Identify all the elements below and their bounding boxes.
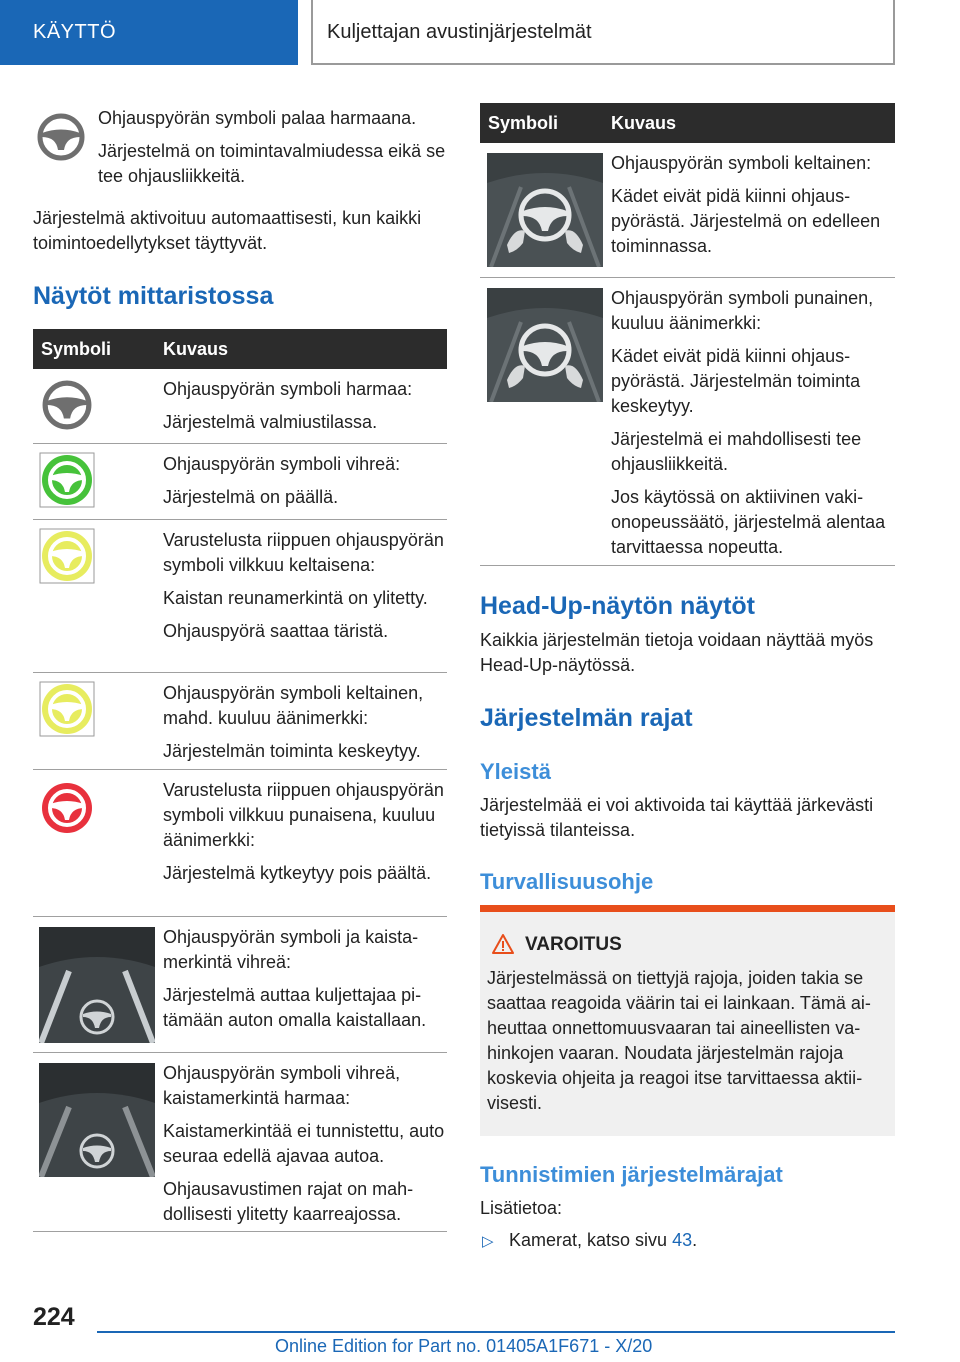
table-row — [480, 143, 895, 278]
table-header — [33, 329, 447, 369]
row-text: Ohjausavustimen rajat on mahdollisesti ylitetty kaarreajossa. — [163, 1179, 414, 1224]
row-text: Järjestelmän toiminta keskeytyy. — [163, 741, 421, 761]
sensors-more: Lisätietoa: — [480, 1198, 563, 1218]
header-symbol: Symboli — [41, 339, 112, 359]
bullet-icon: ▷ — [482, 1233, 494, 1250]
footer-rule — [97, 1331, 895, 1333]
page-link[interactable]: 43 — [672, 1230, 693, 1250]
header-symbol: Symboli — [488, 113, 559, 133]
intro-paragraph: Järjestelmä aktivoituu automaattisesti, kun kaikki toimintoedellytykset täyttyvät. — [33, 208, 422, 253]
table-row — [33, 520, 447, 673]
row-text: Ohjauspyörän symboli harmaa: — [163, 379, 413, 399]
row-text: Ohjauspyörän symboli vihreä: — [163, 454, 401, 474]
lane-display-green-icon — [39, 927, 155, 1043]
row-text: Varustelusta riippuen ohjauspyörän symboli vilkkuu keltaisena: — [163, 530, 444, 575]
table-row — [33, 1053, 447, 1232]
steering-wheel-yellow-icon — [39, 681, 95, 737]
warning-text: Järjestelmässä on tiettyjä rajoja, joiden takia se saattaa reagoida väärin tai ei lainkaan. Tämä aiheuttaa onnettomuusvaaran tai aineellisten vahinkojen vaaran. Noudata järjestelmän rajoja koskevia ohjeita ja reagoi itse tarvittaessa aktiivisesti. — [487, 968, 871, 1113]
header-description: Kuvaus — [163, 339, 229, 359]
row-text: Järjestelmä ei mahdollisesti tee ohjausliikkeitä. — [611, 429, 862, 474]
section-title: Näytöt mittaristossa — [33, 282, 274, 310]
row-text: Varustelusta riippuen ohjauspyörän symboli vilkkuu punaisena, kuuluu äänimerkki: — [163, 780, 444, 850]
general-text: Järjestelmää ei voi aktivoida tai käyttää järkevästi tietyissä tilanteissa. — [480, 795, 874, 840]
row-text: Ohjauspyörän symboli keltainen, mahd. kuuluu äänimerkki: — [163, 683, 424, 728]
steering-wheel-green-icon — [39, 452, 95, 508]
bullet-text: Kamerat, katso sivu — [509, 1230, 668, 1250]
row-text: Kädet eivät pidä kiinni ohjauspyörästä. Järjestelmän toiminta keskeytyy. — [611, 346, 861, 416]
bullet-end: . — [692, 1230, 698, 1250]
warning-box — [480, 912, 895, 1136]
warning-triangle-icon — [491, 933, 515, 955]
row-text: Kaistamerkintää ei tunnistettu, auto seuraa edellä ajavaa autoa. — [163, 1121, 445, 1166]
hands-off-yellow-icon — [487, 153, 603, 267]
warning-label: VAROITUS — [525, 934, 622, 955]
table-row — [33, 917, 447, 1053]
page-number: 224 — [33, 1303, 75, 1331]
hud-text: Kaikkia järjestelmän tietoja voidaan näyttää myös Head-Up-näytössä. — [480, 630, 874, 675]
table-row — [33, 444, 447, 520]
row-text: Ohjauspyörän symboli keltainen: — [611, 153, 872, 173]
table-row — [33, 673, 447, 770]
table-row — [480, 278, 895, 566]
hands-off-red-icon — [487, 288, 603, 402]
lane-display-grey-icon — [39, 1063, 155, 1177]
table-header — [480, 103, 895, 143]
warning-bar — [480, 905, 895, 912]
chapter-title: Kuljettajan avustinjärjestelmät — [311, 0, 895, 65]
steering-wheel-grey-icon — [36, 112, 86, 162]
steering-wheel-yellow-icon — [39, 528, 95, 584]
row-text: Järjestelmä kytkeytyy pois päältä. — [163, 863, 432, 883]
footer-text: Online Edition for Part no. 01405A1F671 - X/20 — [275, 1336, 653, 1356]
intro-line: Ohjauspyörän symboli palaa harmaana. — [98, 108, 417, 128]
steering-wheel-red-icon — [39, 780, 95, 836]
intro-line: Järjestelmä on toimintavalmiudessa eikä se tee ohjausliikkeitä. — [98, 141, 446, 186]
row-text: Jos käytössä on aktiivinen vakionopeussäätö, järjestelmä alentaa tarvittaessa nopeutta. — [611, 487, 886, 557]
row-text: Ohjauspyörän symboli ja kaistamerkintä vihreä: — [163, 927, 419, 972]
safety-title: Turvallisuusohje — [480, 869, 654, 894]
general-title: Yleistä — [480, 759, 551, 784]
row-text: Ohjauspyörä saattaa täristä. — [163, 621, 389, 641]
row-text: Kaistan reunamerkintä on ylitetty. — [163, 588, 428, 608]
row-text: Järjestelmä valmiustilassa. — [163, 412, 378, 432]
hud-title: Head-Up-näytön näytöt — [480, 592, 755, 620]
table-row — [33, 369, 447, 444]
section-tab: KÄYTTÖ — [0, 0, 298, 65]
row-text: Ohjauspyörän symboli vihreä, kaistamerkintä harmaa: — [163, 1063, 401, 1108]
sensors-bullet — [509, 1228, 697, 1253]
row-text: Järjestelmä on päällä. — [163, 487, 339, 507]
steering-wheel-grey-icon — [41, 379, 93, 431]
table-row — [33, 770, 447, 917]
sensors-title: Tunnistimien järjestelmärajat — [480, 1162, 783, 1187]
row-text: Järjestelmä auttaa kuljettajaa pitämään auton omalla kaistallaan. — [163, 985, 427, 1030]
row-text: Kädet eivät pidä kiinni ohjauspyörästä. Järjestelmä on edelleen toiminnassa. — [611, 186, 881, 256]
limits-title: Järjestelmän rajat — [480, 704, 693, 732]
header-description: Kuvaus — [611, 113, 677, 133]
intro-text — [98, 106, 448, 189]
row-text: Ohjauspyörän symboli punainen, kuuluu äänimerkki: — [611, 288, 874, 333]
